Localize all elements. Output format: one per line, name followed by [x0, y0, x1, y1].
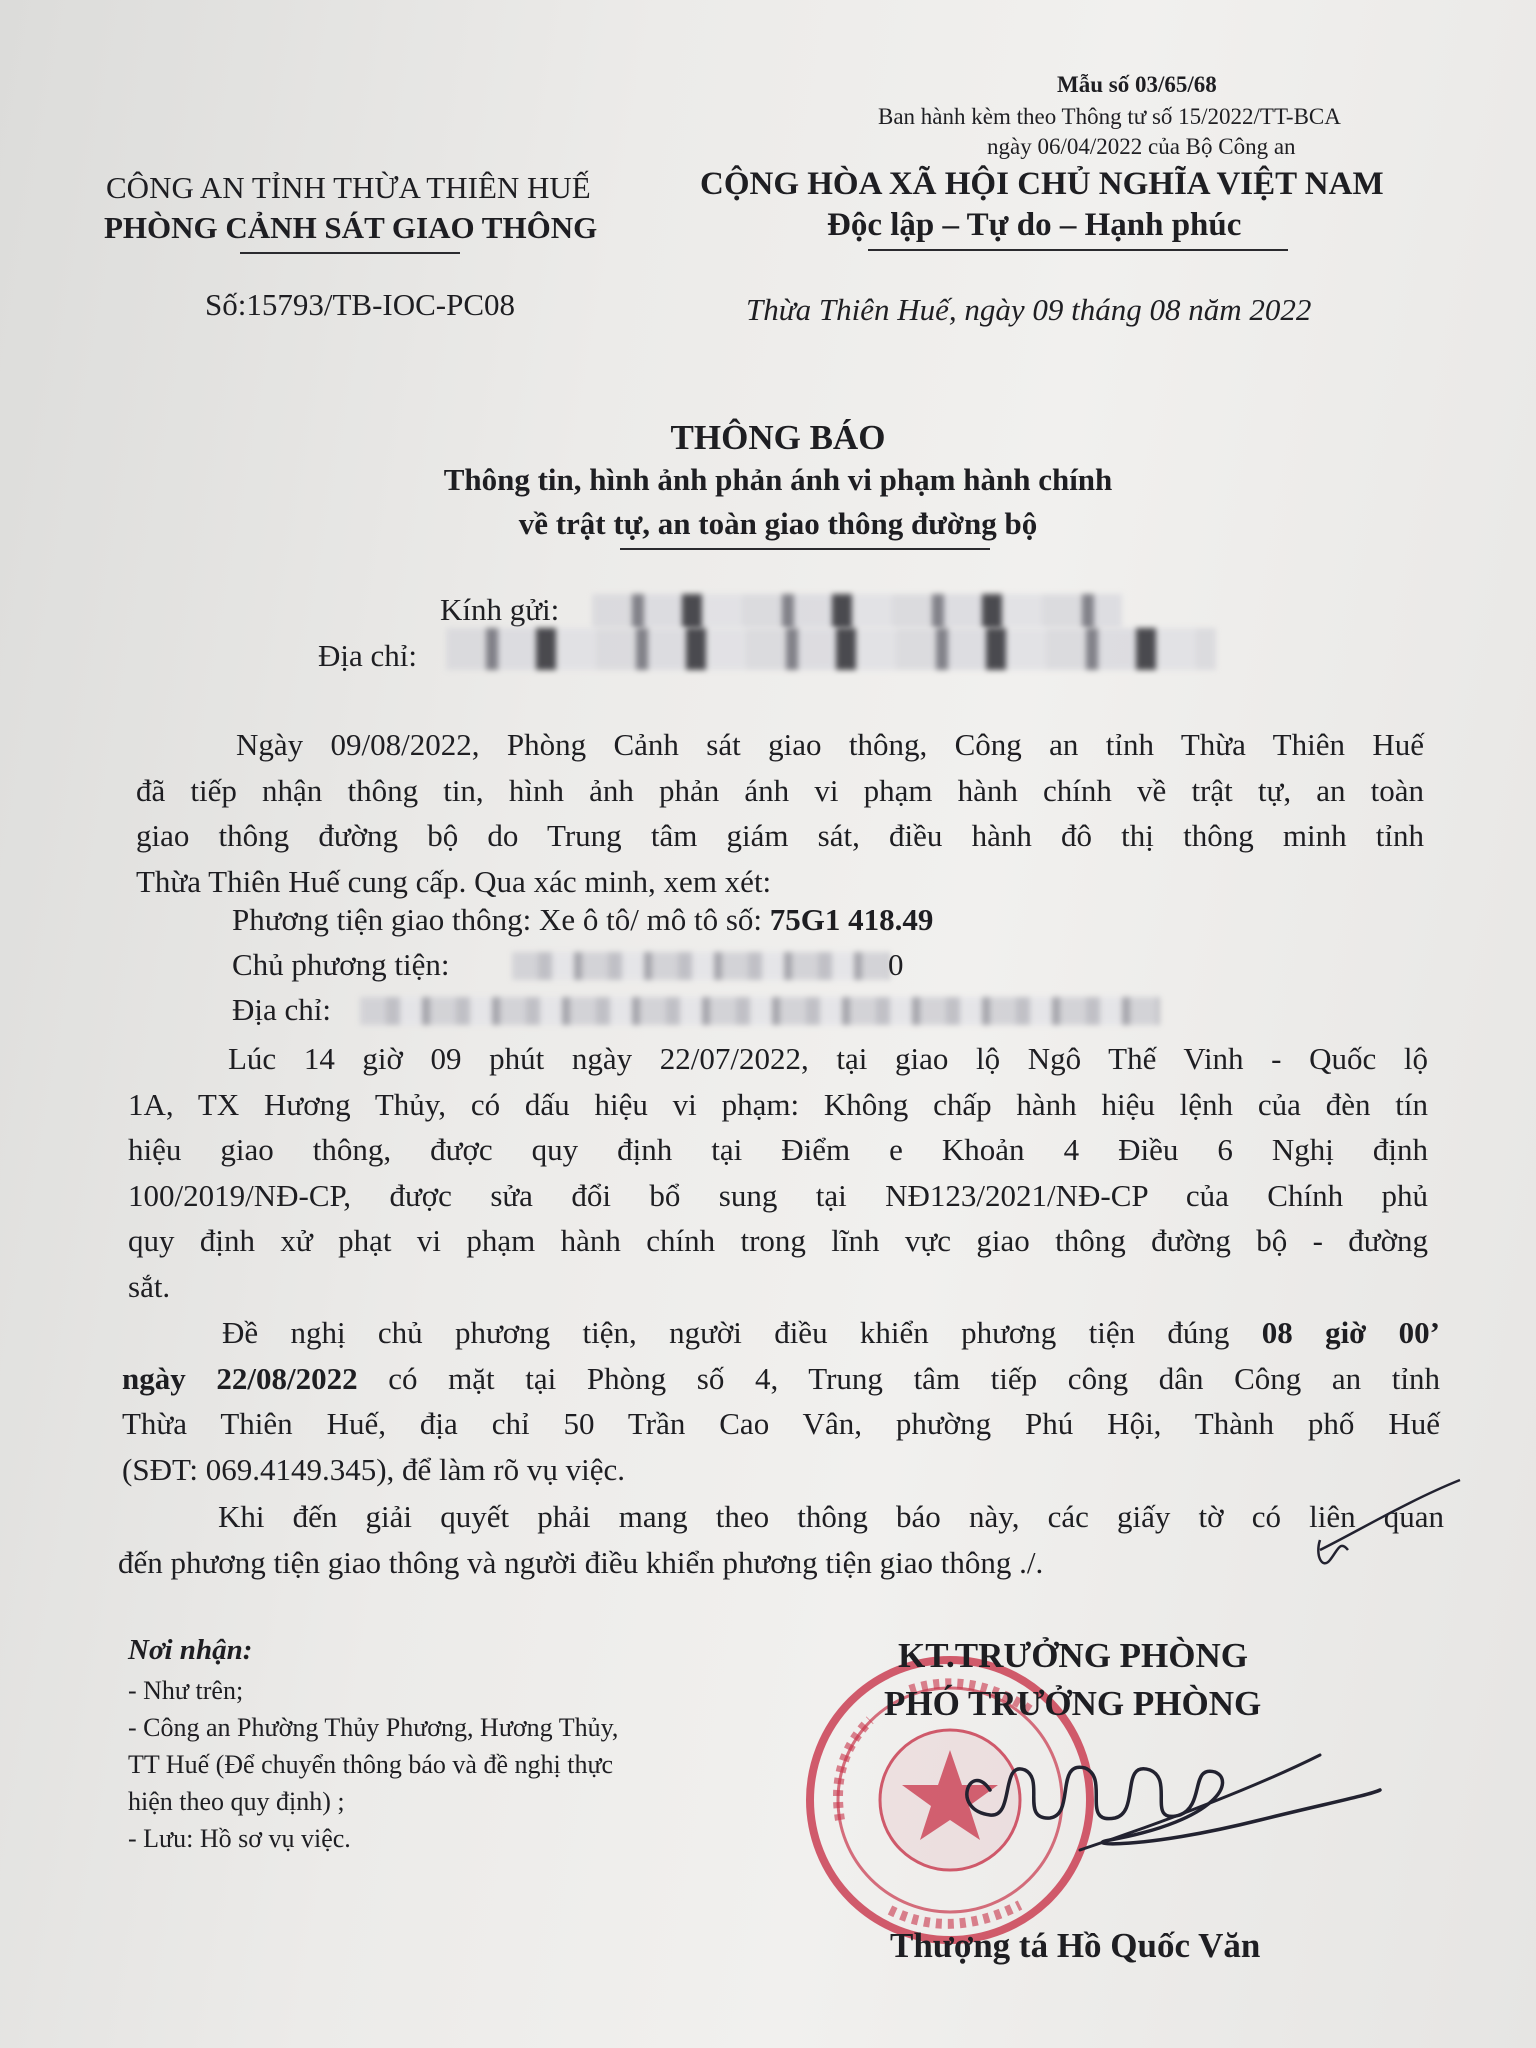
- violation-line: 1A, TX Hương Thủy, có dấu hiệu vi phạm: Không chấp hành hiệu lệnh của đèn tín: [128, 1086, 1428, 1122]
- vehicle-label: Phương tiện giao thông: Xe ô tô/ mô tô số:: [232, 902, 763, 937]
- paragraph-intro: [136, 722, 1424, 904]
- place-date: Thừa Thiên Huế, ngày 09 tháng 08 năm 2022: [746, 292, 1312, 327]
- document-title: THÔNG BÁO: [670, 418, 886, 457]
- signer-title-line2: PHÓ TRƯỞNG PHÒNG: [884, 1684, 1262, 1723]
- violation-line: sắt.: [128, 1268, 171, 1304]
- motto-underline: [868, 249, 1288, 251]
- request-line: [122, 1356, 1440, 1402]
- recipient-address-label: Địa chỉ:: [318, 638, 417, 673]
- owner-name-tail: 0: [888, 947, 904, 982]
- appointment-time: 08 giờ 00’: [1261, 1315, 1440, 1350]
- document-subtitle-line1: Thông tin, hình ảnh phản ánh vi phạm hành chính: [443, 462, 1113, 497]
- paragraph-violation: [128, 1036, 1428, 1309]
- recipients-item: - Lưu: Hồ sơ vụ việc.: [128, 1824, 351, 1853]
- violation-line: quy định xử phạt vi phạm hành chính trong lĩnh vực giao thông đường bộ - đường: [128, 1223, 1428, 1258]
- owner-label: Chủ phương tiện:: [232, 947, 450, 982]
- department-underline: [240, 252, 460, 254]
- document-subtitle-line2: về trật tự, an toàn giao thông đường bộ: [518, 506, 1038, 541]
- closing-line: đến phương tiện giao thông và người điều khiển phương tiện giao thông ./.: [118, 1544, 1044, 1580]
- vehicle-line: [232, 902, 933, 938]
- violation-line: Lúc 14 giờ 09 phút ngày 22/07/2022, tại giao lộ Ngô Thế Vinh - Quốc lộ: [228, 1041, 1428, 1076]
- form-code: Mẫu số 03/65/68: [1057, 72, 1217, 97]
- violation-line: hiệu giao thông, được quy định tại Điểm e Khoản 4 Điều 6 Nghị định: [128, 1132, 1428, 1167]
- recipients-heading: Nơi nhận:: [128, 1634, 253, 1666]
- recipients-list: [128, 1672, 618, 1857]
- signer-title-line1: KT.TRƯỞNG PHÒNG: [898, 1636, 1248, 1675]
- document-number: Số:15793/TB-IOC-PC08: [205, 287, 516, 322]
- country-name: CỘNG HÒA XÃ HỘI CHỦ NGHĨA VIỆT NAM: [700, 166, 1384, 202]
- signer-name: Thượng tá Hồ Quốc Văn: [890, 1926, 1261, 1965]
- title-underline: [620, 548, 990, 550]
- recipients-item: - Công an Phường Thủy Phương, Hương Thủy,: [128, 1713, 619, 1742]
- paragraph-closing: [118, 1494, 1444, 1585]
- national-motto: Độc lập – Tự do – Hạnh phúc: [827, 207, 1242, 243]
- closing-line: Khi đến giải quyết phải mang theo thông báo này, các giấy tờ có liên quan: [218, 1499, 1444, 1534]
- redacted-owner-address: [360, 997, 1160, 1025]
- intro-line: Thừa Thiên Huế cung cấp. Qua xác minh, xem xét:: [136, 863, 772, 899]
- recipients-item: - Như trên;: [128, 1676, 244, 1705]
- request-text: có mặt tại Phòng số 4, Trung tâm tiếp công dân Công an tỉnh: [388, 1360, 1441, 1396]
- request-line: (SĐT: 069.4149.345), để làm rõ vụ việc.: [122, 1451, 625, 1487]
- margin-initial-icon: [1310, 1470, 1470, 1580]
- intro-line: giao thông đường bộ do Trung tâm giám sát, điều hành đô thị thông minh tỉnh: [136, 818, 1424, 853]
- request-text: Đề nghị chủ phương tiện, người điều khiển phương tiện đúng: [222, 1315, 1230, 1350]
- license-plate: 75G1 418.49: [769, 902, 934, 937]
- recipients-item: hiện theo quy định) ;: [128, 1787, 345, 1816]
- form-issued-date: ngày 06/04/2022 của Bộ Công an: [987, 134, 1296, 159]
- recipients-item: TT Huế (Để chuyển thông báo và đề nghị thực: [128, 1750, 614, 1779]
- intro-line: đã tiếp nhận thông tin, hình ảnh phản ánh vi phạm hành chính về trật tự, an toàn: [136, 772, 1424, 808]
- intro-line: Ngày 09/08/2022, Phòng Cảnh sát giao thông, Công an tỉnh Thừa Thiên Huế: [236, 727, 1424, 762]
- redacted-recipient-address: [446, 628, 1216, 670]
- request-line: [122, 1310, 1440, 1356]
- request-line: Thừa Thiên Huế, địa chỉ 50 Trần Cao Vân, phường Phú Hội, Thành phố Huế: [122, 1406, 1440, 1441]
- agency-name: CÔNG AN TỈNH THỪA THIÊN HUẾ: [106, 170, 591, 205]
- owner-address-label: Địa chỉ:: [232, 992, 331, 1027]
- form-issued-note: Ban hành kèm theo Thông tư số 15/2022/TT-BCA: [878, 104, 1341, 129]
- department-name: PHÒNG CẢNH SÁT GIAO THÔNG: [104, 210, 598, 245]
- handwritten-signature-icon: [840, 1700, 1400, 1880]
- recipient-label: Kính gửi:: [440, 592, 560, 627]
- redacted-recipient-name: [592, 594, 1122, 628]
- violation-line: 100/2019/NĐ-CP, được sửa đổi bổ sung tại NĐ123/2021/NĐ-CP của Chính phủ: [128, 1177, 1428, 1213]
- appointment-date: ngày 22/08/2022: [122, 1360, 358, 1396]
- redacted-owner-name: [512, 952, 890, 980]
- paragraph-request: [122, 1310, 1440, 1492]
